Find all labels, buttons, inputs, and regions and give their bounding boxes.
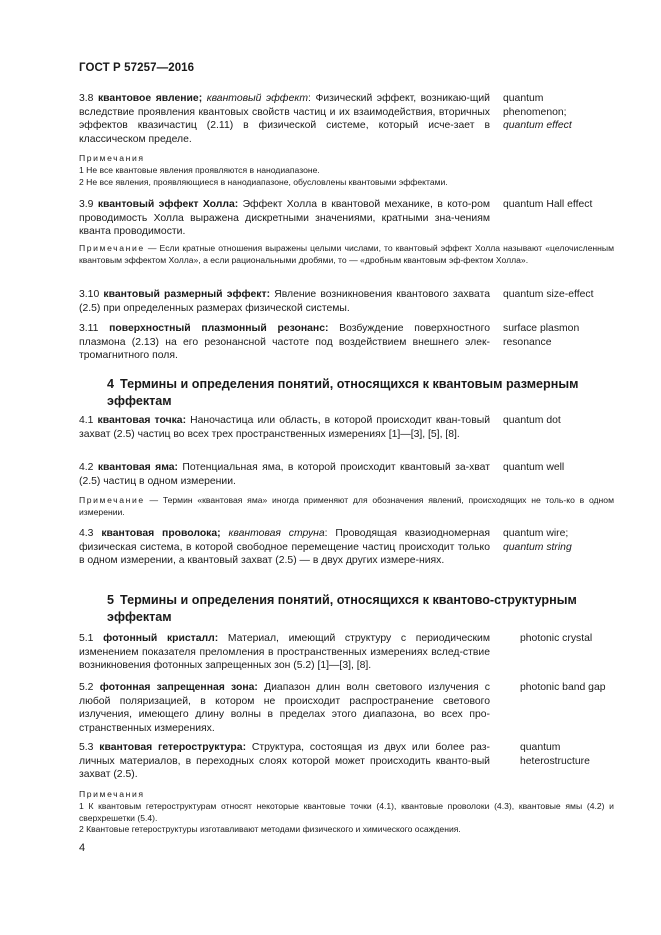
note-3-9: Примечание — Если кратные отношения выражены целыми числами, то квантовый эффект Холла называют «целочисленным квантовым эффектом Холла», а если рациональными дробями, то — «дробным квантовым эф-фектом Холла». <box>79 243 614 265</box>
term-name: квантовая гетероструктура: <box>99 742 247 753</box>
term-definition: 3.10 квантовый размерный эффект: Явление возникновения квантового захвата (2.5) при определенных размерах физической системы. <box>79 289 490 314</box>
term-english: quantum dot <box>503 415 561 426</box>
term-definition: 4.1 квантовая точка: Наночастица или область, в которой происходит кван-товый захват (2.5) частиц во всех трех пространственных измерениях [1]—[3], [5], [8]. <box>79 415 491 440</box>
term-definition: 3.9 квантовый эффект Холла: Эффект Холла в квантовой механике, в кото-ром проводимость Холла выражена дискретными значениями, кратными зна-чениям кванта проводимости. <box>79 199 491 238</box>
term-english: quantum wire; quantum string <box>503 528 572 553</box>
note-heading: Примечания <box>79 153 145 163</box>
term-english: quantum size-effect <box>503 289 594 300</box>
note-3-8: Примечания 1 Не все квантовые явления проявляются в нанодиапазоне. 2 Не все явления, проявляющиеся в нанодиапазоне, обусловлены квантовыми эффектами. <box>79 153 614 188</box>
section-heading-5: 5 Термины и определения понятий, относящихся к квантово-структурным эффектам <box>107 593 577 624</box>
term-synonym: квантовая струна <box>228 528 325 539</box>
term-name: поверхностный плазмонный резонанс: <box>109 323 329 334</box>
note-5-3: Примечания 1 К квантовым гетероструктурам относят некоторые квантовые точки (4.1), квантовые проволоки (4.3), квантовые ямы (4.2) и сверхрешетки (5.4). 2 Квантовые гетероструктуры изготавливают методами физического и химического осаждения. <box>79 789 614 835</box>
term-entry-5-2 <box>79 681 606 737</box>
note-heading: Примечание <box>79 243 145 253</box>
term-entry-4-1 <box>79 414 599 456</box>
term-name: фотонная запрещенная зона: <box>99 682 258 693</box>
term-definition: 5.2 фотонная запрещенная зона: Диапазон длин волн светового излучения с любой поляризацией, в котором не происходит распространение светового излучения, имеющего длину волны в пределах этого диапазона, во всех про-странственных измерениях. <box>79 682 491 734</box>
term-english: quantum well <box>503 462 565 473</box>
term-english: surface plasmon resonance <box>503 323 580 348</box>
term-entry-4-3 <box>79 527 599 583</box>
term-entry-5-1 <box>79 632 599 674</box>
term-definition: 4.2 квантовая яма: Потенциальная яма, в которой происходит квантовый за-хват (2.5) частиц в одном измерении. <box>79 462 490 487</box>
page-number: 4 <box>79 842 86 854</box>
term-english: photonic crystal <box>520 633 593 644</box>
term-name: квантовое явление; <box>97 93 203 104</box>
term-name: квантовый размерный эффект: <box>103 289 271 300</box>
term-english: quantum Hall effect <box>503 199 593 210</box>
term-synonym: квантовый эффект <box>206 93 309 104</box>
term-definition: 5.3 квантовая гетероструктура: Структура, состоящая из двух или более раз-личных материалов, в переходных слоях которой может происходить кванто-вый захват (2.5). <box>79 742 491 781</box>
term-entry-3-10 <box>79 288 599 316</box>
term-entry-3-9 <box>79 198 599 240</box>
document-header: ГОСТ Р 57257—2016 <box>79 62 195 74</box>
term-name: квантовый эффект Холла: <box>97 199 239 210</box>
term-definition: 3.11 поверхностный плазмонный резонанс: Возбуждение поверхностного плазмона (2.13) на его резонансной частоте под воздействием внешнего элек-тромагнитного поля. <box>79 323 490 362</box>
term-definition: 3.8 квантовое явление; квантовый эффект: Физический эффект, возникаю-щий вследствие проявления квантовых свойств частиц и их взаимодействия, вторичных эффектов квазичастиц (2.11) в физической системе, который исче-зает в классическом пределе. <box>79 93 490 145</box>
term-entry-4-2 <box>79 461 599 489</box>
term-english: photonic band gap <box>520 682 606 693</box>
term-definition: 4.3 квантовая проволока; квантовая струна: Проводящая квазиодномерная физическая система, в которой свободное перемещение частиц происходит только в одном измерении, а квантовый захват (2.5) — в двух других измере-ниях. <box>79 528 491 567</box>
term-entry-3-8 <box>79 92 599 148</box>
term-definition: 5.1 фотонный кристалл: Материал, имеющий структуру с периодическим изменением показателя преломления в пространственных измерениях вслед-ствие возникновения фотонных запрещенных зон (5.2) [1]—[3], [8]. <box>79 633 490 672</box>
note-heading: Примечания <box>79 789 145 799</box>
term-entry-5-3 <box>79 741 599 783</box>
term-english: quantum heterostructure <box>520 742 590 767</box>
term-english: quantum phenomenon; quantum effect <box>503 93 572 132</box>
note-4-2: Примечание — Термин «квантовая яма» иногда применяют для обозначения явлений, происходящих не толь-ко в одном измерении. <box>79 495 614 517</box>
term-name: квантовая проволока; <box>101 528 221 539</box>
term-name: фотонный кристалл: <box>103 633 219 644</box>
section-heading-4: 4 Термины и определения понятий, относящихся к квантовым размерным эффектам <box>107 377 579 408</box>
term-name: квантовая яма: <box>97 462 178 473</box>
term-entry-3-11 <box>79 322 599 364</box>
note-heading: Примечание <box>79 495 145 505</box>
term-name: квантовая точка: <box>97 415 187 426</box>
